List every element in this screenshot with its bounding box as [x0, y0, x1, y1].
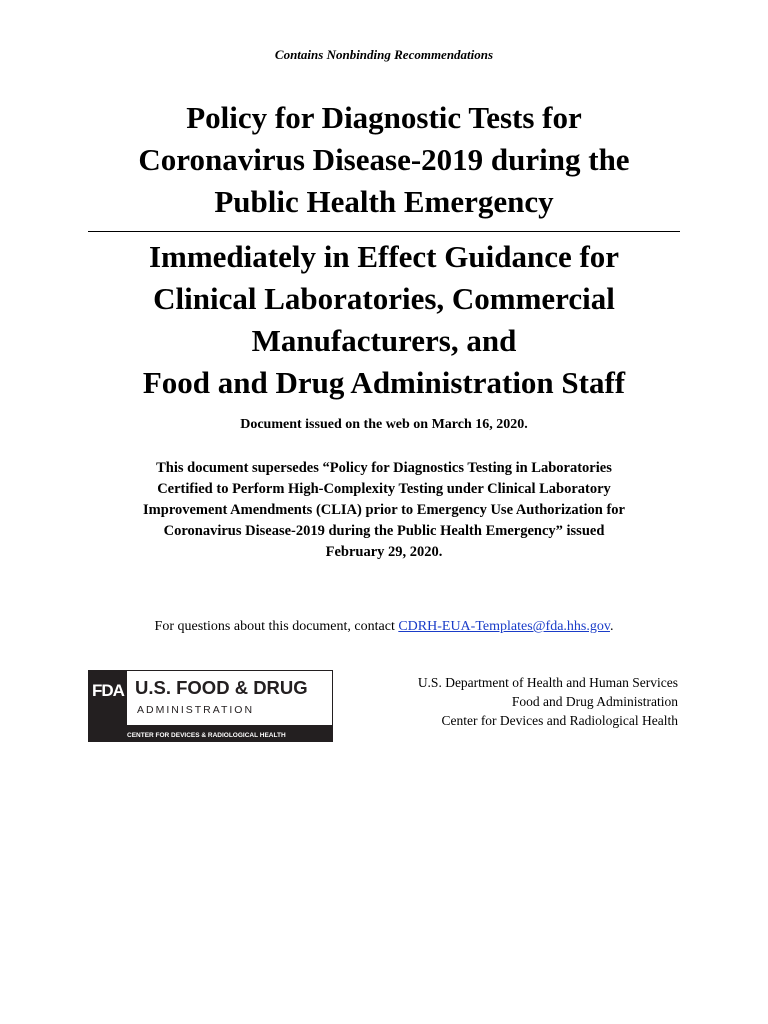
agency-line: Food and Drug Administration: [511, 694, 678, 709]
logo-administration: ADMINISTRATION: [137, 704, 255, 716]
supersedes-line: Certified to Perform High-Complexity Testing under Clinical Laboratory: [157, 481, 611, 497]
contact-prefix: For questions about this document, contact: [154, 619, 399, 634]
logo-agency-name: U.S. FOOD & DRUG: [135, 677, 308, 698]
agency-line: U.S. Department of Health and Human Services: [417, 675, 678, 690]
supersedes-line: This document supersedes “Policy for Diagnostics Testing in Laboratories: [156, 460, 612, 476]
contact-suffix: .: [609, 619, 614, 634]
sub-title-line: Clinical Laboratories, Commercial: [153, 281, 615, 316]
agency-line: Center for Devices and Radiological Health: [441, 713, 678, 728]
main-title-line: Coronavirus Disease-2019 during the: [138, 142, 630, 177]
main-title-line: Policy for Diagnostic Tests for: [186, 100, 582, 135]
contact-line: [0, 619, 768, 635]
supersedes-notice: [90, 458, 678, 563]
header-note: Contains Nonbinding Recommendations: [274, 47, 494, 62]
main-title: [60, 97, 708, 223]
contact-email-link[interactable]: CDRH-EUA-Templates@fda.hhs.gov: [398, 619, 610, 634]
title-divider: [88, 231, 680, 232]
sub-title-line: Immediately in Effect Guidance for: [148, 239, 620, 274]
issued-date: Document issued on the web on March 16, 2020.: [240, 417, 528, 432]
logo-center-text: CENTER FOR DEVICES & RADIOLOGICAL HEALTH: [127, 732, 286, 739]
supersedes-line: Coronavirus Disease-2019 during the Public Health Emergency” issued: [163, 523, 605, 539]
main-title-line: Public Health Emergency: [214, 184, 554, 219]
fda-mark: FDA: [89, 671, 127, 727]
fda-logo: [88, 670, 333, 742]
supersedes-line: February 29, 2020.: [325, 544, 443, 560]
sub-title: [60, 236, 708, 404]
agency-address: [318, 673, 678, 730]
sub-title-line: Food and Drug Administration Staff: [142, 365, 626, 400]
supersedes-line: Improvement Amendments (CLIA) prior to Emergency Use Authorization for: [143, 502, 625, 518]
sub-title-line: Manufacturers, and: [251, 323, 517, 358]
